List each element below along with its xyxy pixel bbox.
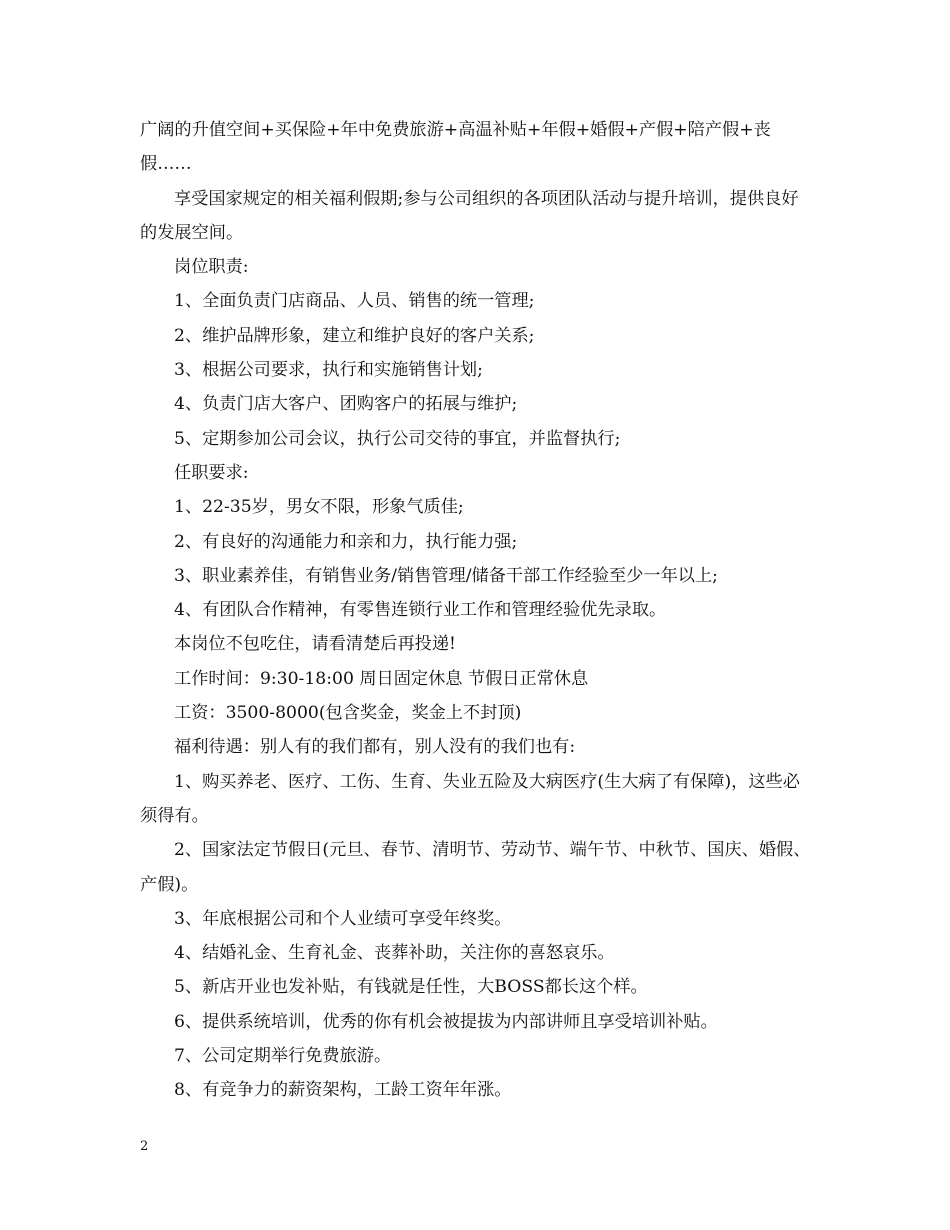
work-hours: 工作时间：9:30-18:00 周日固定休息 节假日正常休息	[174, 668, 589, 689]
duty-item-3: 3、根据公司要求，执行和实施销售计划;	[174, 360, 483, 381]
paragraph-benefits-summary: 广阔的升值空间+买保险+年中免费旅游+高温补贴+年假+婚假+产假+陪产假+丧假……	[140, 120, 771, 175]
welfare-item-5: 5、新店开业也发补贴，有钱就是任性，大BOSS都长这个样。	[174, 977, 648, 998]
duty-item-4: 4、负责门店大客户、团购客户的拓展与维护;	[174, 394, 518, 415]
welfare-item-7: 7、公司定期举行免费旅游。	[174, 1046, 392, 1067]
welfare-item-2: 2、国家法定节假日(元旦、春节、清明节、劳动节、端午节、中秋节、国庆、婚假、产假)。	[140, 840, 811, 895]
requirement-item-1: 1、22-35岁，男女不限，形象气质佳;	[174, 497, 464, 518]
requirement-item-2: 2、有良好的沟通能力和亲和力，执行能力强;	[174, 531, 518, 552]
document-body	[140, 113, 812, 1108]
duty-item-2: 2、维护品牌形象，建立和维护良好的客户关系;	[174, 325, 535, 346]
paragraph-holidays-training: 享受国家规定的相关福利假期;参与公司组织的各项团队活动与提升培训，提供良好的发展空间。	[140, 188, 799, 243]
requirement-item-4: 4、有团队合作精神，有零售连锁行业工作和管理经验优先录取。	[174, 600, 667, 621]
notice-no-board: 本岗位不包吃住，请看清楚后再投递!	[174, 634, 456, 655]
heading-requirements: 任职要求:	[174, 462, 249, 483]
welfare-item-1: 1、购买养老、医疗、工伤、生育、失业五险及大病医疗(生大病了有保障)，这些必须得有。	[140, 771, 800, 826]
requirement-item-3: 3、职业素养佳，有销售业务/销售管理/储备干部工作经验至少一年以上;	[174, 565, 718, 586]
heading-welfare: 福利待遇：别人有的我们都有，别人没有的我们也有:	[174, 737, 576, 758]
welfare-item-3: 3、年底根据公司和个人业绩可享受年终奖。	[174, 908, 512, 929]
page-number: 2	[140, 1139, 149, 1154]
welfare-item-8: 8、有竞争力的薪资架构，工龄工资年年涨。	[174, 1080, 512, 1101]
welfare-item-4: 4、结婚礼金、生育礼金、丧葬补助，关注你的喜怒哀乐。	[174, 943, 615, 964]
salary: 工资：3500-8000(包含奖金，奖金上不封顶)	[174, 703, 522, 724]
welfare-item-6: 6、提供系统培训，优秀的你有机会被提拔为内部讲师且享受培训补贴。	[174, 1011, 718, 1032]
heading-job-duties: 岗位职责:	[174, 257, 249, 278]
duty-item-5: 5、定期参加公司会议，执行公司交待的事宜，并监督执行;	[174, 428, 621, 449]
duty-item-1: 1、全面负责门店商品、人员、销售的统一管理;	[174, 291, 535, 312]
